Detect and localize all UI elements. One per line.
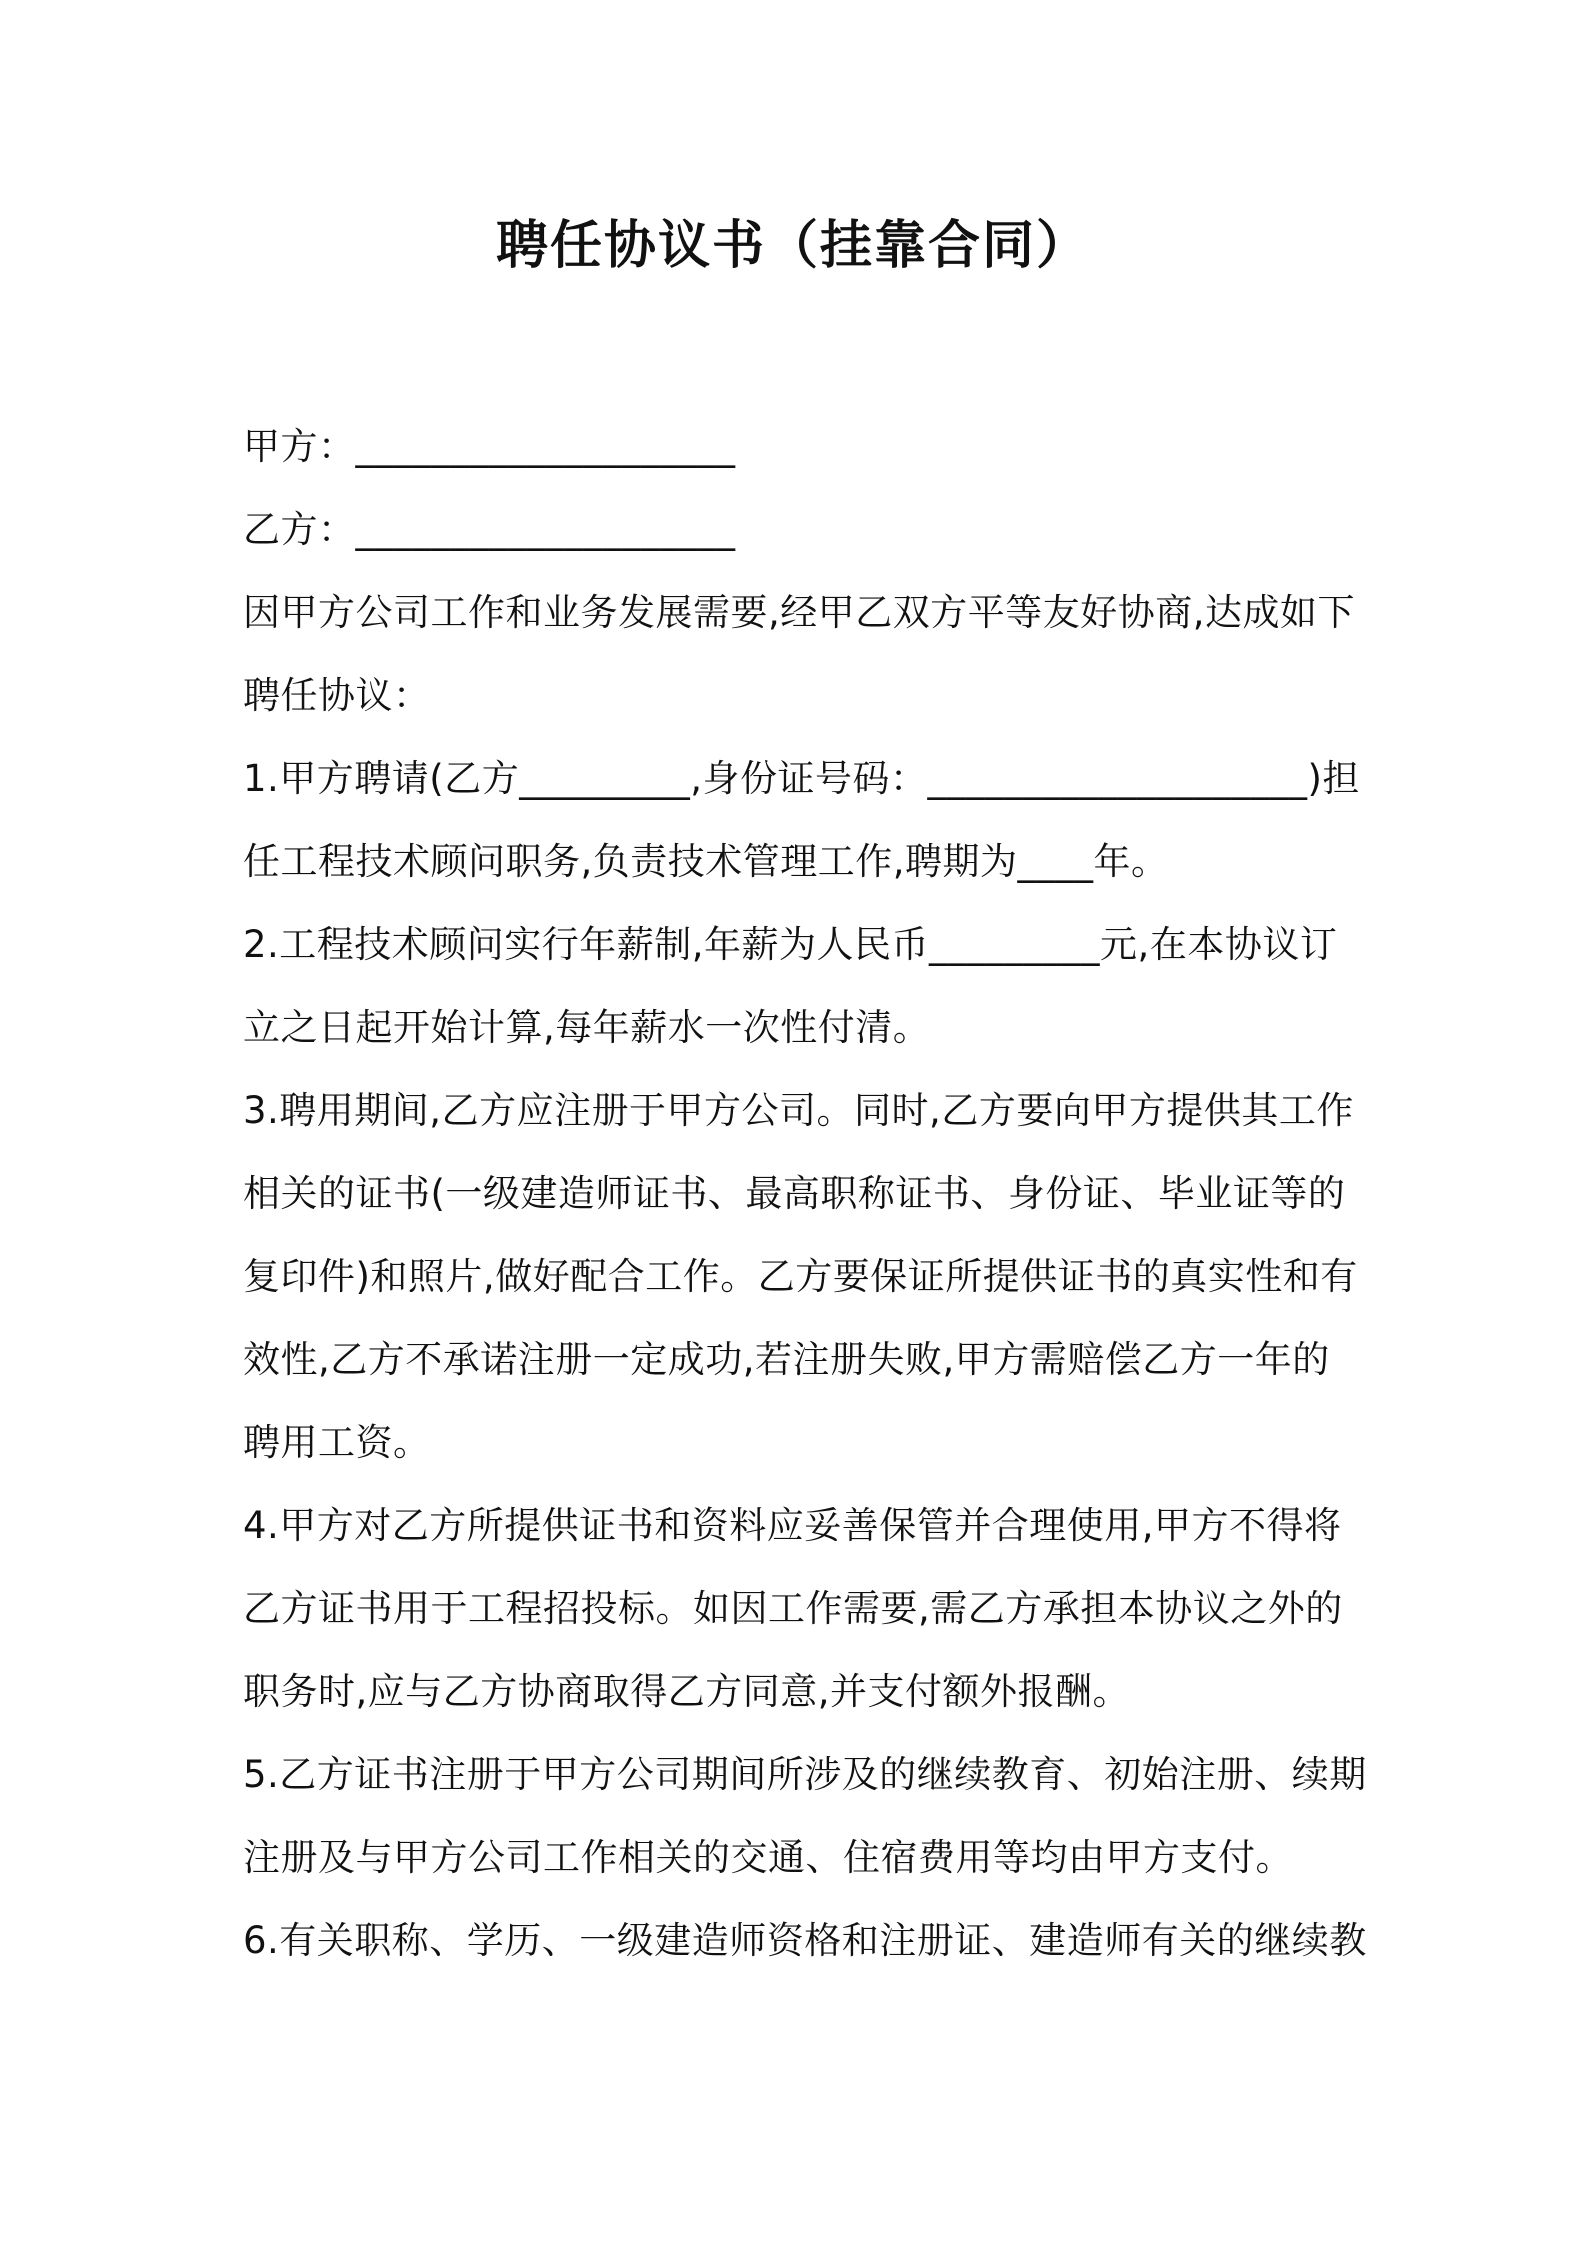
document-title: 聘任协议书（挂靠合同） [495, 216, 1090, 276]
clause-3-line-1: 3.聘用期间,乙方应注册于甲方公司。同时,乙方要向甲方提供其工作 [243, 1089, 1354, 1132]
clause-4-line-3: 职务时,应与乙方协商取得乙方同意,并支付额外报酬。 [243, 1670, 1131, 1713]
clause-3-line-2: 相关的证书(一级建造师证书、最高职称证书、身份证、毕业证等的 [243, 1172, 1346, 1215]
intro-line-2: 聘任协议： [243, 674, 431, 717]
document-body [243, 405, 1367, 1982]
clause-3-line-4: 效性,乙方不承诺注册一定成功,若注册失败,甲方需赔偿乙方一年的 [243, 1338, 1330, 1381]
clause-3-line-5: 聘用工资。 [243, 1421, 431, 1464]
party-b-line: 乙方：____________________ [243, 508, 736, 551]
clause-1-line-1: 1.甲方聘请(乙方_________,身份证号码：____________________)担 [243, 757, 1360, 800]
clause-6-line-1: 6.有关职称、学历、一级建造师资格和注册证、建造师有关的继续教 [243, 1919, 1367, 1962]
party-a-line: 甲方：____________________ [243, 425, 736, 468]
clause-5-line-1: 5.乙方证书注册于甲方公司期间所涉及的继续教育、初始注册、续期 [243, 1753, 1367, 1796]
intro-line-1: 因甲方公司工作和业务发展需要,经甲乙双方平等友好协商,达成如下 [243, 591, 1356, 634]
clause-5-line-2: 注册及与甲方公司工作相关的交通、住宿费用等均由甲方支付。 [243, 1836, 1293, 1879]
clause-4-line-1: 4.甲方对乙方所提供证书和资料应妥善保管并合理使用,甲方不得将 [243, 1504, 1342, 1547]
clause-4-line-2: 乙方证书用于工程招投标。如因工作需要,需乙方承担本协议之外的 [243, 1587, 1343, 1630]
clause-3-line-3: 复印件)和照片,做好配合工作。乙方要保证所提供证书的真实性和有 [243, 1255, 1358, 1298]
clause-2-line-2: 立之日起开始计算,每年薪水一次性付清。 [243, 1006, 931, 1049]
clause-1-line-2: 任工程技术顾问职务,负责技术管理工作,聘期为____年。 [243, 840, 1169, 883]
clause-2-line-1: 2.工程技术顾问实行年薪制,年薪为人民币_________元,在本协议订 [243, 923, 1338, 966]
